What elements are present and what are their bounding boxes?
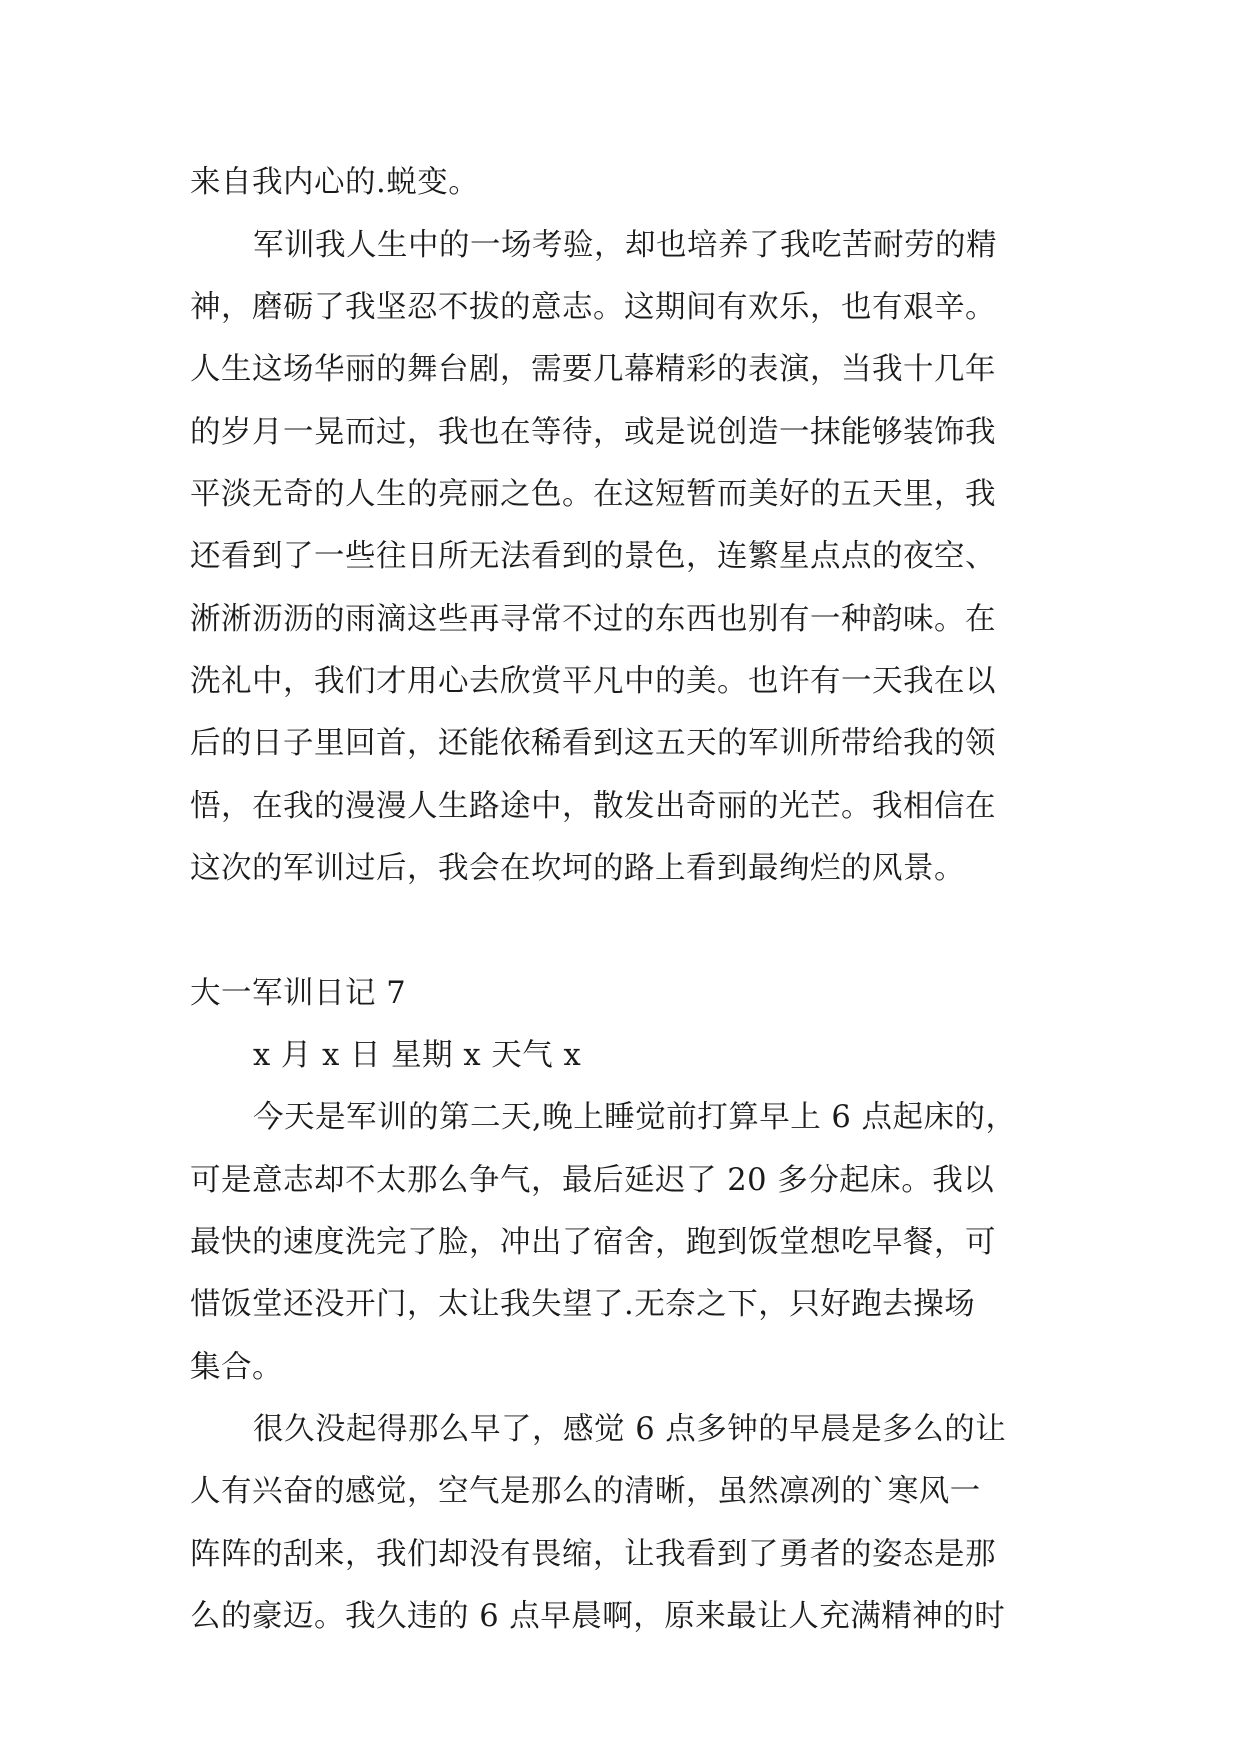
paragraph-line: 么的豪迈。我久违的 6 点早晨啊，原来最让人充满精神的时 bbox=[190, 1599, 1006, 1634]
paragraph-line: 可是意志却不太那么争气，最后延迟了 20 多分起床。我以 bbox=[190, 1163, 995, 1198]
paragraph-line: 最快的速度洗完了脸，冲出了宿舍，跑到饭堂想吃早餐，可 bbox=[190, 1225, 996, 1260]
paragraph-line: 军训我人生中的一场考验，却也培养了我吃苦耐劳的精 bbox=[253, 228, 997, 263]
paragraph-line: 惜饭堂还没开门，太让我失望了.无奈之下，只好跑去操场 bbox=[190, 1287, 976, 1322]
paragraph-line: 阵阵的刮来，我们却没有畏缩，让我看到了勇者的姿态是那 bbox=[190, 1537, 996, 1572]
paragraph-line: 集合。 bbox=[190, 1350, 283, 1385]
paragraph-line: 洗礼中，我们才用心去欣赏平凡中的美。也许有一天我在以 bbox=[190, 664, 996, 699]
paragraph-line: 平淡无奇的人生的亮丽之色。在这短暂而美好的五天里，我 bbox=[190, 477, 996, 512]
paragraph-line: 很久没起得那么早了，感觉 6 点多钟的早晨是多么的让 bbox=[253, 1412, 1007, 1447]
date-weather-line: x 月 x 日 星期 x 天气 x bbox=[253, 1038, 582, 1073]
paragraph-line: 今天是军训的第二天,晚上睡觉前打算早上 6 点起床的， bbox=[253, 1100, 1017, 1135]
paragraph-line: 神，磨砺了我坚忍不拔的意志。这期间有欢乐，也有艰辛。 bbox=[190, 290, 996, 325]
paragraph-line: 来自我内心的.蜕变。 bbox=[190, 165, 480, 200]
paragraph-line: 还看到了一些往日所无法看到的景色，连繁星点点的夜空、 bbox=[190, 539, 996, 574]
paragraph-line: 淅淅沥沥的雨滴这些再寻常不过的东西也别有一种韵味。在 bbox=[190, 602, 996, 637]
section-title: 大一军训日记 7 bbox=[190, 976, 407, 1011]
paragraph-line: 后的日子里回首，还能依稀看到这五天的军训所带给我的领 bbox=[190, 726, 996, 761]
paragraph-line: 的岁月一晃而过，我也在等待，或是说创造一抹能够装饰我 bbox=[190, 415, 996, 450]
paragraph-line: 悟，在我的漫漫人生路途中，散发出奇丽的光芒。我相信在 bbox=[190, 789, 996, 824]
paragraph-line: 人生这场华丽的舞台剧，需要几幕精彩的表演，当我十几年 bbox=[190, 352, 996, 387]
paragraph-line: 人有兴奋的感觉，空气是那么的清晰，虽然凛冽的`寒风一 bbox=[190, 1474, 981, 1509]
paragraph-line: 这次的军训过后，我会在坎坷的路上看到最绚烂的风景。 bbox=[190, 851, 965, 886]
